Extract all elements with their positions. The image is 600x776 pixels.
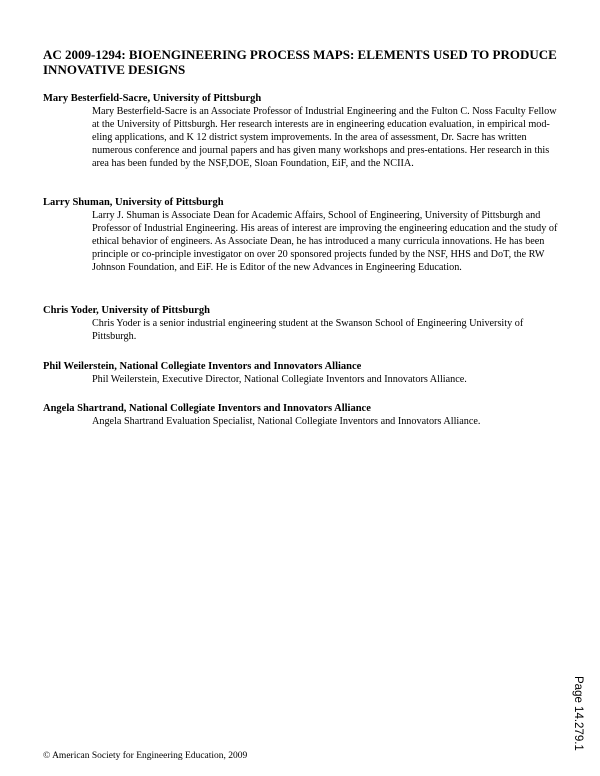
author-block-shartrand <box>43 402 578 428</box>
author-block-yoder <box>43 304 578 343</box>
author-name: Larry Shuman, University of Pittsburgh <box>43 197 224 208</box>
author-bio: Angela Shartrand Evaluation Specialist, National Collegiate Inventors and Innovators Alliance. <box>92 416 481 427</box>
copyright-footer: © American Society for Engineering Education, 2009 <box>43 751 248 761</box>
author-bio: Phil Weilerstein, Executive Director, National Collegiate Inventors and Innovators Alliance. <box>92 374 467 385</box>
author-block-besterfield-sacre <box>43 92 578 170</box>
author-bio: Chris Yoder is a senior industrial engineering student at the Swanson School of Engineering University of Pittsburgh. <box>92 318 524 343</box>
author-name: Angela Shartrand, National Collegiate Inventors and Innovators Alliance <box>43 403 371 414</box>
author-block-weilerstein <box>43 360 578 386</box>
author-name: Chris Yoder, University of Pittsburgh <box>43 305 210 316</box>
author-bio: Mary Besterfield-Sacre is an Associate Professor of Industrial Engineering and the Fulton C. Noss Faculty Fellow at the University of Pittsburgh. Her research interests are in engineering education evaluation, in empirical mod-eling applications, and K 12 district system improvements. In the area of assessment, Dr. Sacre has written numerous conference and journal papers and has given many workshops and pres-entations. Her research in this area has been funded by the NSF,DOE, Sloan Foundation, EiF, and the NCIIA. <box>92 106 557 170</box>
author-bio: Larry J. Shuman is Associate Dean for Academic Affairs, School of Engineering, University of Pittsburgh and Professor of Industrial Engineering. His areas of interest are improving the engineering education and the study of ethical behavior of engineers. As Associate Dean, he has introduced a many curricula innovations. He has been principle or co-principle investigator on over 20 sponsored projects funded by the NSF, HHS and DoT, the RW Johnson Foundation, and EiF. He is Editor of the new Advances in Engineering Education. <box>92 210 558 274</box>
paper-title: AC 2009-1294: BIOENGINEERING PROCESS MAPS: ELEMENTS USED TO PRODUCE INNOVATIVE DESIGNS <box>43 47 557 77</box>
author-block-shuman <box>43 196 578 274</box>
author-name: Mary Besterfield-Sacre, University of Pittsburgh <box>43 93 262 104</box>
page-number: Page 14.279.1 <box>572 676 584 751</box>
author-name: Phil Weilerstein, National Collegiate Inventors and Innovators Alliance <box>43 361 362 372</box>
